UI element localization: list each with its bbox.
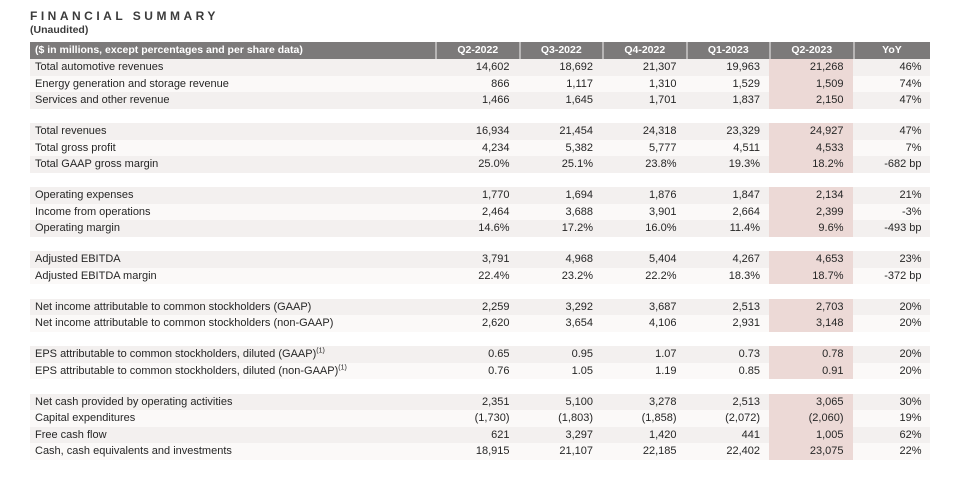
cell-q1-2023: 1,529	[732, 77, 760, 90]
cell-yoy: 22%	[899, 445, 922, 457]
cell-yoy: 20%	[899, 364, 922, 377]
cell-q4-2022: 4,106	[648, 317, 677, 329]
cell-q4-2022: 24,318	[642, 125, 677, 137]
table-row	[30, 363, 930, 380]
row-label: Total gross profit	[35, 141, 116, 154]
cell-q2-2023: 3,065	[769, 394, 853, 411]
column-header-yoy: YoY	[853, 42, 930, 59]
cell-q1-2023: 2,513	[732, 300, 760, 313]
cell-yoy: 20%	[899, 348, 922, 360]
cell-q1-2023: 2,931	[732, 317, 760, 329]
cell-q3-2022: 3,297	[565, 428, 593, 441]
row-label: Net income attributable to common stockholders (non-GAAP)	[35, 317, 334, 329]
table-row	[30, 299, 930, 316]
cell-q2-2022: 1,770	[481, 189, 510, 201]
cell-q1-2023: 22,402	[726, 445, 760, 457]
cell-q2-2022: 3,791	[481, 253, 510, 265]
table-header-row	[30, 42, 930, 59]
cell-q2-2023: 23,075	[769, 443, 853, 460]
table-row	[30, 140, 930, 157]
table-row	[30, 156, 930, 173]
cell-yoy: -372 bp	[884, 269, 922, 282]
cell-yoy: 21%	[899, 189, 922, 201]
cell-q3-2022: 3,654	[565, 317, 593, 329]
row-label: Capital expenditures	[35, 412, 136, 424]
table-row	[30, 443, 930, 460]
cell-yoy: 46%	[899, 61, 922, 73]
cell-q4-2022: 3,278	[648, 395, 677, 408]
cell-q2-2022: 2,620	[481, 317, 510, 329]
cell-q3-2022: 23.2%	[561, 269, 593, 282]
cell-q4-2022: 1.19	[655, 364, 677, 377]
table-row	[30, 315, 930, 332]
cell-q2-2023: 2,703	[769, 299, 853, 316]
row-label-text: EPS attributable to common stockholders, diluted (non-GAAP)	[35, 364, 339, 377]
table-row	[30, 92, 930, 109]
cell-q1-2023: 441	[741, 428, 760, 441]
row-label: Adjusted EBITDA margin	[35, 269, 157, 282]
cell-q1-2023: 2,513	[732, 395, 760, 408]
page-subtitle: (Unaudited)	[30, 24, 89, 36]
cell-yoy: -3%	[901, 205, 922, 218]
cell-q4-2022: 22.2%	[645, 269, 677, 282]
cell-q2-2022: 14.6%	[478, 222, 510, 234]
cell-yoy: 7%	[905, 141, 922, 154]
cell-q2-2023: 9.6%	[769, 220, 853, 237]
column-header-q4-2022: Q4-2022	[602, 42, 686, 59]
table-row	[30, 427, 930, 444]
section-totals	[30, 123, 930, 173]
cell-q2-2022: 18,915	[475, 445, 510, 457]
table-row	[30, 410, 930, 427]
table-row	[30, 394, 930, 411]
cell-yoy: 20%	[899, 317, 922, 329]
column-header-metric: ($ in millions, except percentages and per share data)	[35, 44, 303, 56]
cell-q2-2022: 25.0%	[478, 158, 510, 170]
section-eps	[30, 346, 930, 379]
cell-q2-2023: (2,060)	[769, 410, 853, 427]
cell-q2-2023: 1,005	[769, 427, 853, 444]
cell-q4-2022: 16.0%	[645, 222, 677, 234]
cell-q1-2023: 1,847	[732, 189, 760, 201]
table-row	[30, 204, 930, 221]
cell-q4-2022: (1,858)	[641, 412, 677, 424]
page-title: FINANCIAL SUMMARY	[30, 9, 219, 23]
cell-q4-2022: 1,876	[648, 189, 677, 201]
section-revenues	[30, 59, 930, 109]
cell-q2-2023: 2,150	[769, 92, 853, 109]
cell-yoy: 20%	[899, 300, 922, 313]
cell-q2-2022: 14,602	[475, 61, 510, 73]
section-net-income	[30, 299, 930, 332]
cell-q4-2022: 1.07	[655, 348, 677, 360]
row-label-text: EPS attributable to common stockholders, diluted (GAAP)	[35, 348, 317, 360]
row-label: Income from operations	[35, 205, 151, 218]
cell-q2-2022: 621	[491, 428, 510, 441]
cell-q4-2022: 23.8%	[645, 158, 677, 170]
cell-q3-2022: 25.1%	[561, 158, 593, 170]
row-label	[30, 346, 435, 363]
section-cash-flow	[30, 394, 930, 460]
cell-q2-2023: 2,399	[769, 204, 853, 221]
cell-yoy: -682 bp	[884, 158, 922, 170]
cell-q1-2023: 4,267	[732, 253, 760, 265]
cell-q1-2023: (2,072)	[725, 412, 760, 424]
section-operating	[30, 187, 930, 237]
row-label: Total revenues	[35, 125, 107, 137]
table-row	[30, 346, 930, 363]
cell-q3-2022: 1,645	[565, 94, 593, 106]
cell-yoy: 74%	[899, 77, 922, 90]
cell-yoy: 23%	[899, 253, 922, 265]
cell-q2-2023: 3,148	[769, 315, 853, 332]
cell-q3-2022: 5,100	[565, 395, 593, 408]
cell-yoy: 47%	[899, 94, 922, 106]
cell-q3-2022: 21,454	[559, 125, 593, 137]
cell-q2-2022: 0.76	[488, 364, 510, 377]
cell-q3-2022: 17.2%	[561, 222, 593, 234]
row-label: Energy generation and storage revenue	[35, 77, 229, 90]
row-label: Net income attributable to common stockholders (GAAP)	[35, 300, 312, 313]
column-header-q3-2022: Q3-2022	[519, 42, 603, 59]
cell-yoy: -493 bp	[884, 222, 922, 234]
cell-q4-2022: 1,310	[648, 77, 677, 90]
cell-q2-2023: 18.2%	[769, 156, 853, 173]
cell-q2-2023: 0.91	[769, 363, 853, 380]
cell-yoy: 62%	[899, 428, 922, 441]
cell-q4-2022: 5,777	[648, 141, 677, 154]
cell-q1-2023: 4,511	[733, 141, 760, 154]
cell-q4-2022: 1,701	[648, 94, 677, 106]
footnote-marker: (1)	[316, 347, 325, 355]
row-label: Operating expenses	[35, 189, 134, 201]
cell-q1-2023: 19.3%	[728, 158, 760, 170]
cell-q3-2022: 1.05	[571, 364, 593, 377]
column-header-q1-2023: Q1-2023	[686, 42, 770, 59]
cell-yoy: 30%	[899, 395, 922, 408]
cell-q2-2022: 1,466	[481, 94, 510, 106]
row-label: Total GAAP gross margin	[35, 158, 159, 170]
cell-q3-2022: 5,382	[565, 141, 593, 154]
table-row	[30, 187, 930, 204]
row-label: Cash, cash equivalents and investments	[35, 445, 232, 457]
cell-q2-2022: 866	[491, 77, 510, 90]
cell-q3-2022: 0.95	[571, 348, 593, 360]
table-row	[30, 123, 930, 140]
cell-q1-2023: 0.85	[738, 364, 760, 377]
row-label: Free cash flow	[35, 428, 107, 441]
row-label: Operating margin	[35, 222, 120, 234]
cell-q2-2022: 2,464	[481, 205, 510, 218]
cell-q3-2022: 4,968	[565, 253, 593, 265]
cell-q2-2022: 16,934	[475, 125, 510, 137]
cell-q2-2023: 4,653	[769, 251, 853, 268]
cell-q2-2022: 0.65	[488, 348, 510, 360]
table-row	[30, 59, 930, 76]
column-header-q2-2022: Q2-2022	[435, 42, 519, 59]
cell-q4-2022: 5,404	[648, 253, 677, 265]
cell-q2-2023: 1,509	[769, 76, 853, 93]
cell-q2-2023: 0.78	[769, 346, 853, 363]
cell-q4-2022: 3,901	[648, 205, 677, 218]
cell-q3-2022: 1,117	[566, 77, 593, 90]
footnote-marker: (1)	[338, 363, 347, 371]
cell-yoy: 47%	[899, 125, 922, 137]
cell-q2-2023: 4,533	[769, 140, 853, 157]
cell-yoy: 19%	[899, 412, 922, 424]
cell-q2-2022: (1,730)	[474, 412, 510, 424]
cell-q2-2022: 4,234	[481, 141, 510, 154]
cell-q4-2022: 1,420	[648, 428, 677, 441]
cell-q2-2022: 22.4%	[478, 269, 510, 282]
cell-q3-2022: 3,688	[565, 205, 593, 218]
section-ebitda	[30, 251, 930, 284]
table-row	[30, 251, 930, 268]
cell-q2-2022: 2,351	[481, 395, 510, 408]
table-row	[30, 220, 930, 237]
row-label	[30, 363, 435, 380]
row-label: Net cash provided by operating activities	[35, 395, 233, 408]
cell-q1-2023: 0.73	[738, 348, 760, 360]
cell-q1-2023: 23,329	[726, 125, 760, 137]
financial-summary-table	[30, 42, 930, 460]
cell-q4-2022: 21,307	[642, 61, 677, 73]
column-header-q2-2023: Q2-2023	[769, 42, 853, 59]
cell-q1-2023: 1,837	[732, 94, 760, 106]
cell-q3-2022: 18,692	[559, 61, 593, 73]
cell-q2-2022: 2,259	[481, 300, 510, 313]
cell-q2-2023: 21,268	[769, 59, 853, 76]
cell-q2-2023: 24,927	[769, 123, 853, 140]
table-row	[30, 76, 930, 93]
cell-q1-2023: 19,963	[726, 61, 760, 73]
cell-q1-2023: 18.3%	[728, 269, 760, 282]
cell-q3-2022: 1,694	[565, 189, 593, 201]
cell-q4-2022: 22,185	[642, 445, 677, 457]
cell-q1-2023: 11.4%	[729, 222, 760, 234]
row-label: Services and other revenue	[35, 94, 170, 106]
cell-q1-2023: 2,664	[732, 205, 760, 218]
cell-q2-2023: 18.7%	[769, 268, 853, 285]
cell-q3-2022: 3,292	[565, 300, 593, 313]
table-row	[30, 268, 930, 285]
cell-q3-2022: 21,107	[559, 445, 593, 457]
row-label: Total automotive revenues	[35, 61, 164, 73]
row-label: Adjusted EBITDA	[35, 253, 121, 265]
cell-q3-2022: (1,803)	[558, 412, 593, 424]
cell-q4-2022: 3,687	[648, 300, 677, 313]
cell-q2-2023: 2,134	[769, 187, 853, 204]
